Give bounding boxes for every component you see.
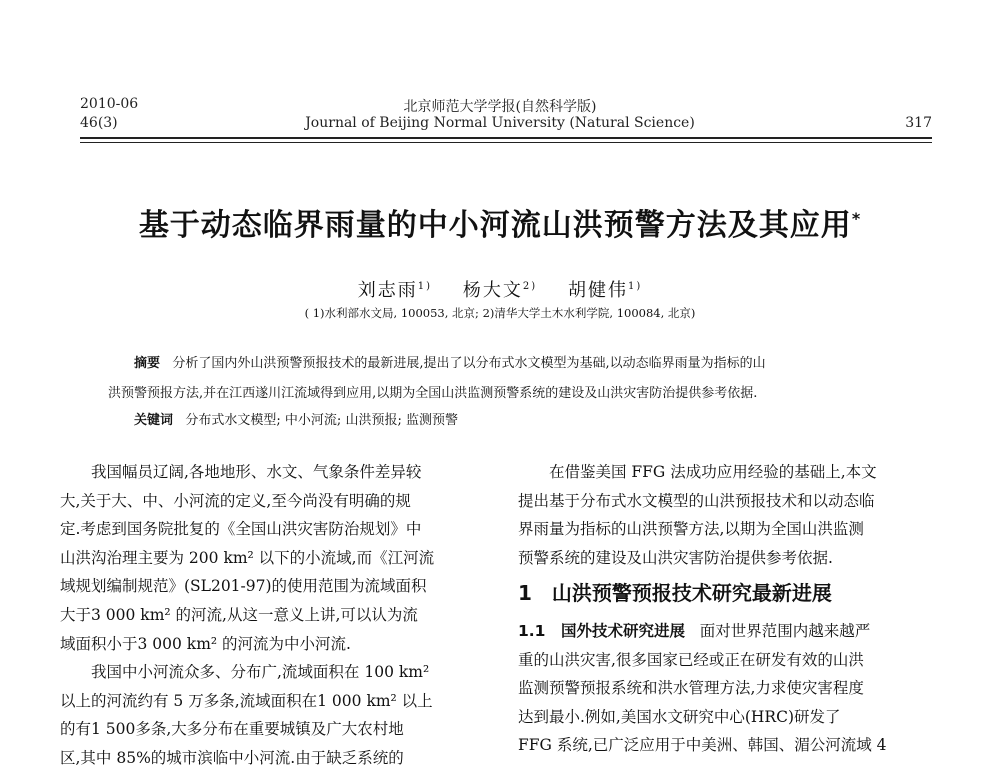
author-affil-mark: 2) <box>522 281 538 292</box>
header-rule-thick <box>80 137 932 139</box>
body-line: 重的山洪灾害,很多国家已经或正在研发有效的山洪 <box>518 650 864 669</box>
body-line: 预警系统的建设及山洪灾害防治提供参考依据. <box>518 548 833 567</box>
body-line: 以上的河流约有 5 万多条,流域面积在1 000 km² 以上 <box>60 691 433 710</box>
body-line: 监测预警预报系统和洪水管理方法,力求使灾害程度 <box>518 679 864 698</box>
author-affil-mark: 1) <box>417 281 432 292</box>
body-line: 提出基于分布式水文模型的山洪预报技术和以动态临 <box>518 491 875 510</box>
abstract-label: 摘要 <box>134 356 161 371</box>
abstract-line-2: 洪预警预报方法,并在江西遂川江流域得到应用,以期为全国山洪监测预警系统的建设及山洪灾害防治提供参考依据. <box>108 386 758 401</box>
keywords-text: 分布式水文模型; 中小河流; 山洪预报; 监测预警 <box>185 413 458 428</box>
subsection-heading: 1.1 国外技术研究进展 <box>518 621 685 640</box>
page-number: 317 <box>905 115 932 131</box>
body-line: 的有1 500多条,大多分布在重要城镇及广大农村地 <box>60 720 404 739</box>
body-line: 区,其中 85%的城市滨临中小河流.由于缺乏系统的 <box>60 748 404 767</box>
body-line: 我国幅员辽阔,各地地形、水文、气象条件差异较 <box>91 463 422 481</box>
keywords <box>134 409 458 428</box>
abstract-line-1 <box>134 352 766 371</box>
paper-title <box>0 200 1000 244</box>
title-footnote-mark: * <box>851 209 862 228</box>
issue-volume: 46(3) <box>80 115 118 131</box>
body-line: 山洪沟治理主要为 200 km² 以下的小流域,而《江河流 <box>60 548 435 567</box>
issue-date: 2010-06 <box>80 96 139 112</box>
author-name: 胡健伟 <box>568 280 629 301</box>
author-list <box>0 276 1000 302</box>
body-line: FFG 系统,已广泛应用于中美洲、韩国、湄公河流域 4 <box>518 736 887 755</box>
body-line: 在借鉴美国 FFG 法成功应用经验的基础上,本文 <box>549 463 877 481</box>
body-line: 界雨量为指标的山洪预警方法,以期为全国山洪监测 <box>518 520 864 539</box>
body-line <box>518 617 938 646</box>
left-column <box>60 458 460 773</box>
body-line: 大,关于大、中、小河流的定义,至今尚没有明确的规 <box>60 491 411 510</box>
header-rule-thin <box>80 142 932 143</box>
body-line: 域面积小于3 000 km² 的河流为中小河流. <box>60 634 351 653</box>
affiliation: ( 1)水利部水文局, 100053, 北京; 2)清华大学土木水利学院, 100084, 北京) <box>304 306 696 320</box>
body-line: 域规划编制规范》(SL201-97)的使用范围为流域面积 <box>60 577 427 596</box>
body-line: 定.考虑到国务院批复的《全国山洪灾害防治规划》中 <box>60 520 422 539</box>
author-name: 杨大文 <box>462 280 523 301</box>
keywords-label: 关键词 <box>134 413 174 428</box>
paper-title-text: 基于动态临界雨量的中小河流山洪预警方法及其应用 <box>138 208 852 243</box>
author-affil-mark: 1) <box>628 281 643 292</box>
journal-name-en: Journal of Beijing Normal University (Natural Science) <box>305 115 695 131</box>
body-line: 大于3 000 km² 的河流,从这一意义上讲,可以认为流 <box>60 605 418 624</box>
body-line: 达到最小.例如,美国水文研究中心(HRC)研发了 <box>518 707 841 726</box>
abstract-text: 分析了国内外山洪预警预报技术的最新进展,提出了以分布式水文模型为基础,以动态临界雨量为指标的山 <box>172 356 766 371</box>
author-name: 刘志雨 <box>357 280 418 301</box>
right-column <box>518 458 938 760</box>
section-heading: 1 山洪预警预报技术研究最新进展 <box>518 581 832 606</box>
journal-name-cn: 北京师范大学学报(自然科学版) <box>403 99 597 115</box>
body-line: 我国中小河流众多、分布广,流域面积在 100 km² <box>91 663 430 682</box>
body-text: 面对世界范围内越来越严 <box>699 621 871 640</box>
